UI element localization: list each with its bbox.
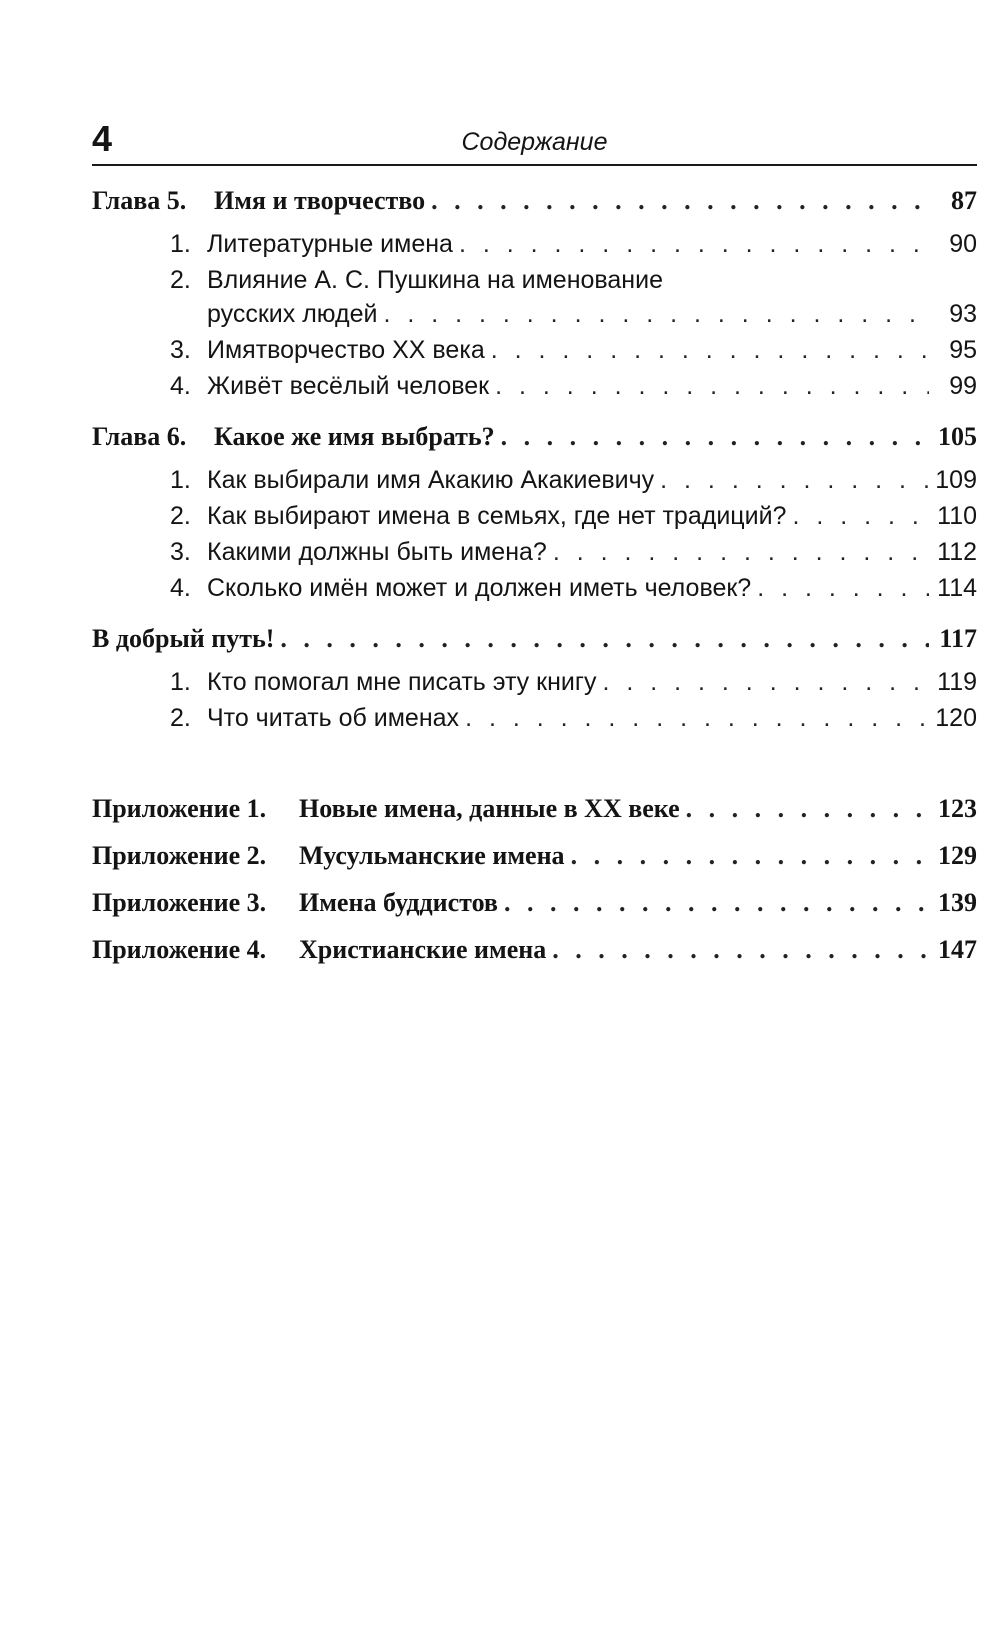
item-number: 1. xyxy=(170,230,191,258)
dot-leader xyxy=(383,300,929,329)
page-ref: 119 xyxy=(937,668,977,696)
dot-leader xyxy=(552,935,929,965)
item-title: Кто помогал мне писать эту книгу xyxy=(207,668,597,696)
item-title: Имятворчество XX века xyxy=(207,336,485,364)
page-number: 4 xyxy=(92,118,113,159)
page-ref: 123 xyxy=(938,794,977,823)
item-title: Литературные имена xyxy=(207,230,453,258)
toc-item[interactable] xyxy=(92,230,977,266)
dot-leader xyxy=(280,624,929,654)
toc-chapter-5[interactable] xyxy=(92,186,977,230)
page-ref: 112 xyxy=(937,538,977,566)
appendix-number: Приложение 3. xyxy=(92,888,267,917)
page-ref: 99 xyxy=(949,372,977,400)
page-ref: 109 xyxy=(935,466,977,494)
page-ref: 147 xyxy=(938,935,977,964)
running-head-title: Содержание xyxy=(461,128,608,156)
page-ref: 90 xyxy=(949,230,977,258)
item-number: 3. xyxy=(170,336,191,364)
item-number: 1. xyxy=(170,466,191,494)
dot-leader xyxy=(660,466,929,495)
item-title-line-1: Влияние А. С. Пушкина на именование xyxy=(207,266,663,294)
toc-appendix-1[interactable] xyxy=(92,794,977,841)
item-number: 2. xyxy=(170,704,191,732)
page-ref: 95 xyxy=(949,336,977,364)
page-ref: 117 xyxy=(939,624,977,653)
page-ref: 105 xyxy=(938,422,977,451)
table-of-contents xyxy=(92,186,977,982)
page-ref: 139 xyxy=(938,888,977,917)
appendix-title: Новые имена, данные в XX веке xyxy=(299,794,680,823)
item-title: Сколько имён может и должен иметь человек? xyxy=(207,574,752,602)
dot-leader xyxy=(431,186,929,216)
item-title-line-2: русских людей xyxy=(207,300,378,328)
appendix-number: Приложение 4. xyxy=(92,935,267,964)
toc-item[interactable] xyxy=(92,266,977,336)
dot-leader xyxy=(495,372,929,401)
dot-leader xyxy=(501,422,929,452)
toc-item[interactable] xyxy=(92,538,977,574)
chapter-title: В добрый путь! xyxy=(92,624,275,653)
toc-item[interactable] xyxy=(92,668,977,704)
toc-item[interactable] xyxy=(92,704,977,740)
item-title: Как выбирают имена в семьях, где нет традиций? xyxy=(207,502,787,530)
dot-leader xyxy=(602,668,929,697)
item-number: 4. xyxy=(170,574,191,602)
item-number: 1. xyxy=(170,668,191,696)
toc-appendix-4[interactable] xyxy=(92,935,977,982)
page-ref: 129 xyxy=(938,841,977,870)
appendix-title: Мусульманские имена xyxy=(299,841,565,870)
dot-leader xyxy=(491,336,929,365)
dot-leader xyxy=(459,230,929,259)
page-ref: 110 xyxy=(937,502,977,530)
dot-leader xyxy=(757,574,929,603)
toc-item[interactable] xyxy=(92,502,977,538)
page-ref: 114 xyxy=(937,574,977,602)
page-ref: 93 xyxy=(949,300,977,328)
appendix-title: Христианские имена xyxy=(299,935,547,964)
item-title: Какими должны быть имена? xyxy=(207,538,547,566)
appendix-number: Приложение 1. xyxy=(92,794,267,823)
dot-leader xyxy=(465,704,929,733)
dot-leader xyxy=(571,841,929,871)
toc-item[interactable] xyxy=(92,574,977,610)
toc-appendix-2[interactable] xyxy=(92,841,977,888)
item-title: Что читать об именах xyxy=(207,704,460,732)
chapter-title: Имя и творчество xyxy=(214,186,426,215)
page-ref: 120 xyxy=(935,704,977,732)
chapter-number: Глава 5. xyxy=(92,186,187,215)
toc-item[interactable] xyxy=(92,372,977,408)
toc-appendix-3[interactable] xyxy=(92,888,977,935)
dot-leader xyxy=(553,538,929,567)
item-title: Как выбирали имя Акакию Акакиевичу xyxy=(207,466,655,494)
appendix-number: Приложение 2. xyxy=(92,841,267,870)
toc-chapter-6[interactable] xyxy=(92,422,977,466)
chapter-title: Какое же имя выбрать? xyxy=(214,422,495,451)
item-title: Живёт весёлый человек xyxy=(207,372,490,400)
dot-leader xyxy=(792,502,929,531)
dot-leader xyxy=(686,794,929,824)
page-ref: 87 xyxy=(951,186,977,215)
item-number: 3. xyxy=(170,538,191,566)
chapter-number: Глава 6. xyxy=(92,422,187,451)
toc-afterword[interactable] xyxy=(92,624,977,668)
item-number: 4. xyxy=(170,372,191,400)
toc-item[interactable] xyxy=(92,466,977,502)
toc-item[interactable] xyxy=(92,336,977,372)
item-number: 2. xyxy=(170,502,191,530)
dot-leader xyxy=(504,888,929,918)
running-head xyxy=(92,120,977,166)
appendix-title: Имена буддистов xyxy=(299,888,498,917)
item-number: 2. xyxy=(170,266,191,294)
